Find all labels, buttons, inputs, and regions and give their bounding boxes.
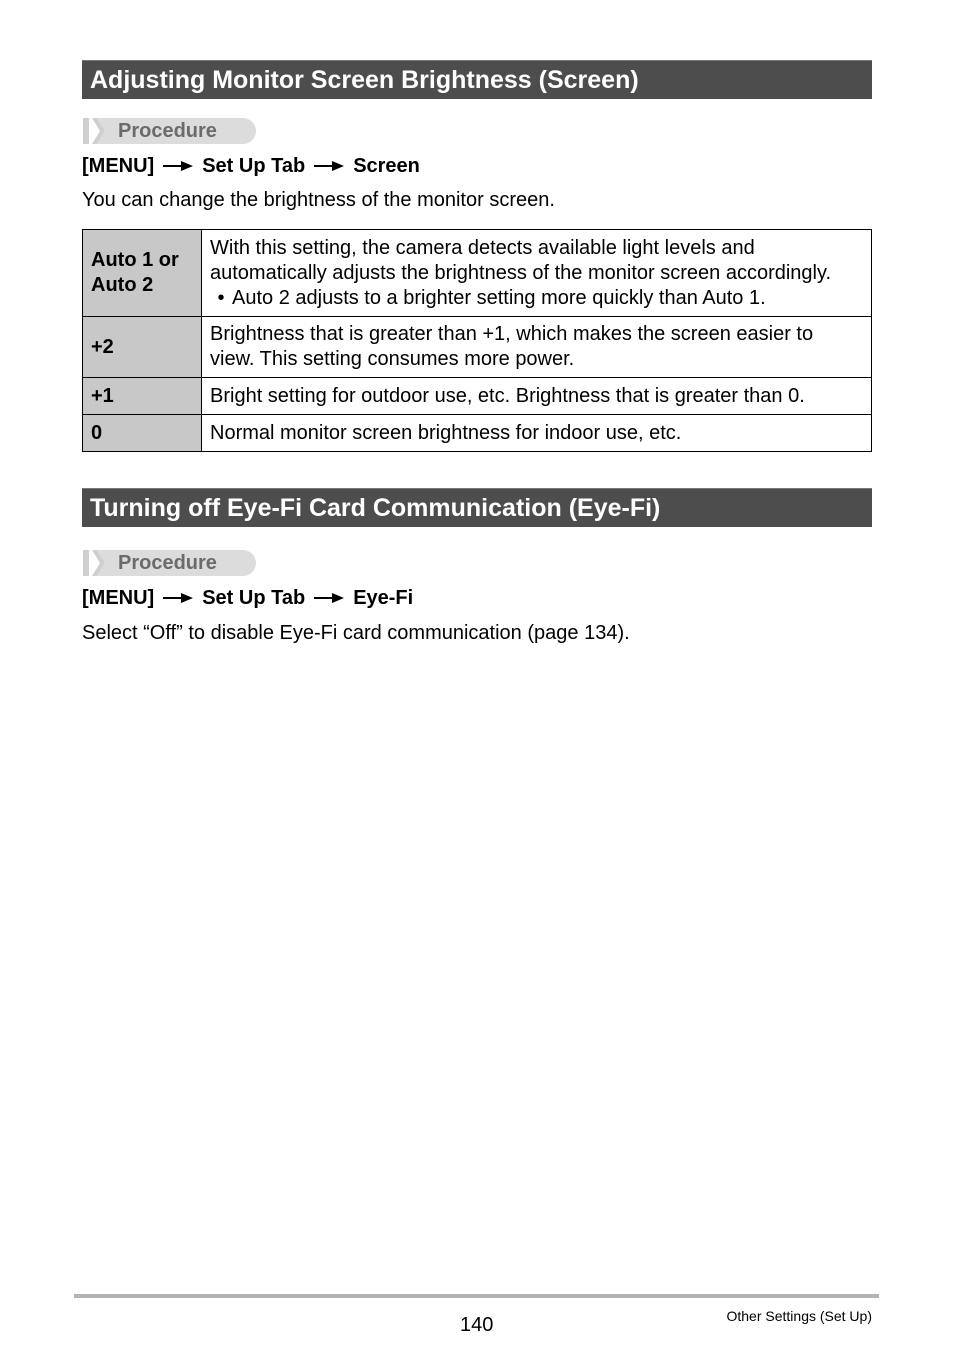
section-heading-eye-fi: Turning off Eye-Fi Card Communication (Eye-Fi): [82, 488, 872, 527]
menu-path-step: Set Up Tab: [202, 587, 306, 609]
setting-key: [83, 230, 202, 317]
procedure-label: Procedure: [118, 120, 217, 142]
menu-path-step: Set Up Tab: [202, 155, 306, 177]
setting-description: [202, 230, 872, 317]
description-line: Brightness that is greater than +1, which makes the screen easier to: [210, 323, 814, 345]
section-intro: You can change the brightness of the monitor screen.: [82, 189, 555, 211]
bullet-icon: •: [217, 286, 225, 309]
setting-description: Normal monitor screen brightness for indoor use, etc.: [202, 415, 872, 452]
section-heading-screen: Adjusting Monitor Screen Brightness (Screen): [82, 60, 872, 99]
right-arrow-icon: [314, 592, 344, 604]
setting-key-line: Auto 1 or: [91, 249, 179, 271]
setting-key-line: Auto 2: [91, 274, 154, 296]
setting-key: 0: [83, 415, 202, 452]
description-line: view. This setting consumes more power.: [210, 348, 575, 370]
procedure-label: Procedure: [118, 552, 217, 574]
right-arrow-icon: [314, 160, 344, 172]
procedure-badge: [83, 118, 256, 144]
description-line: With this setting, the camera detects available light levels and: [210, 236, 755, 259]
setting-key: +2: [83, 317, 202, 378]
right-arrow-icon: [163, 160, 193, 172]
setting-key: +1: [83, 378, 202, 415]
table-row: [83, 317, 872, 378]
procedure-badge: [83, 550, 256, 576]
menu-path-step: Screen: [353, 155, 420, 177]
menu-path-step: [MENU]: [82, 155, 155, 177]
brightness-settings-table: [82, 229, 872, 452]
menu-path: [82, 585, 413, 611]
page-number: 140: [460, 1314, 494, 1336]
right-arrow-icon: [163, 592, 193, 604]
table-row: [83, 230, 872, 317]
setting-description: Bright setting for outdoor use, etc. Brightness that is greater than 0.: [202, 378, 872, 415]
menu-path-step: Eye-Fi: [353, 587, 414, 609]
bullet-item: [210, 286, 863, 311]
footer-divider: [74, 1294, 879, 1298]
table-row: [83, 415, 872, 452]
menu-path: [82, 153, 420, 179]
section-intro: Select “Off” to disable Eye-Fi card communication (page 134).: [82, 622, 630, 644]
bullet-text: Auto 2 adjusts to a brighter setting more quickly than Auto 1.: [232, 286, 766, 309]
table-row: [83, 378, 872, 415]
menu-path-step: [MENU]: [82, 587, 155, 609]
description-line: automatically adjusts the brightness of the monitor screen accordingly.: [210, 261, 832, 284]
chapter-label: Other Settings (Set Up): [726, 1308, 872, 1324]
setting-description: [202, 317, 872, 378]
